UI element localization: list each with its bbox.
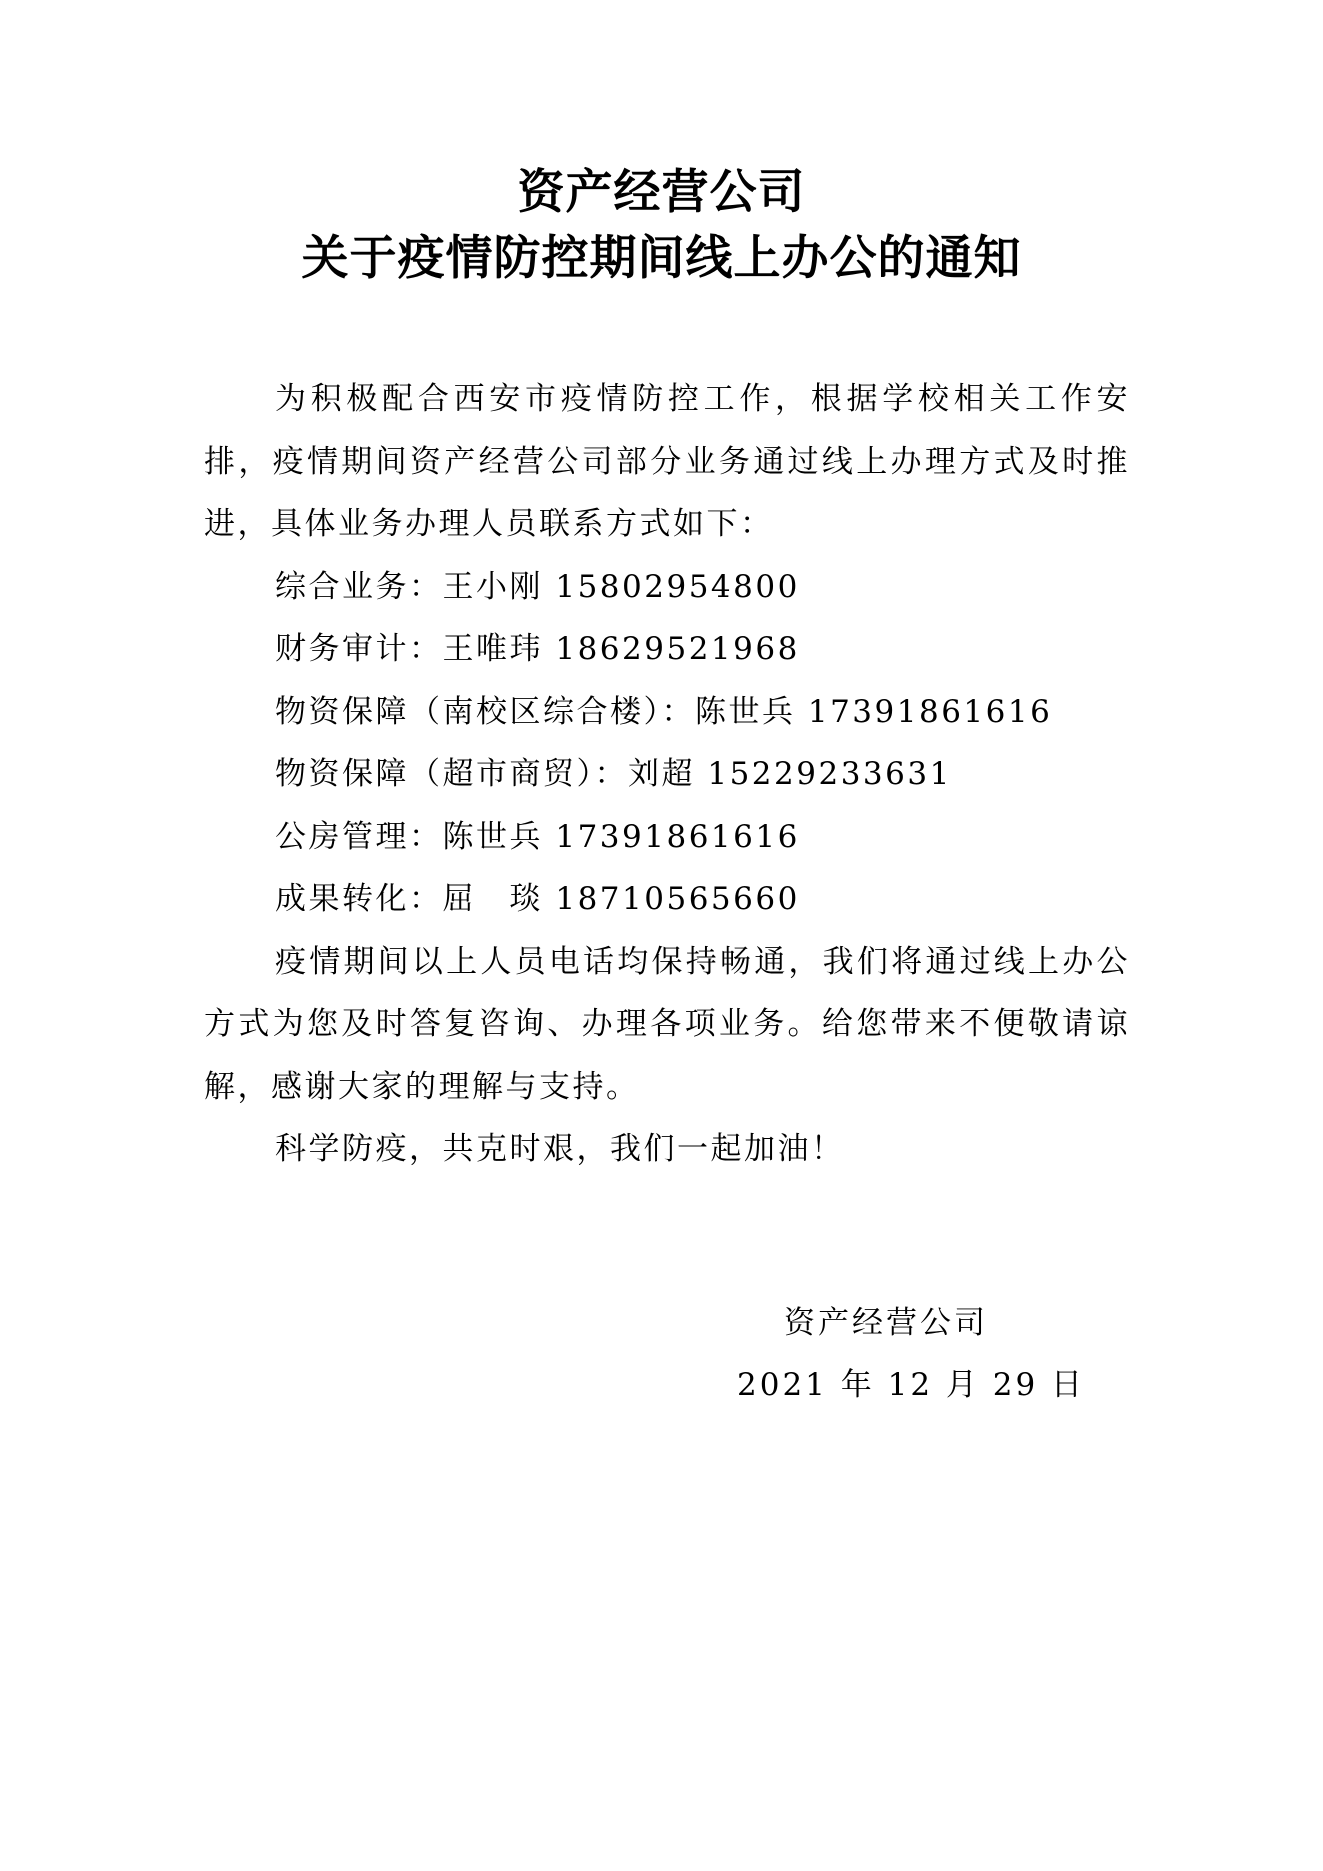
slogan: 科学防疫，共克时艰，我们一起加油！	[275, 1131, 845, 1167]
closing-paragraph: 疫情期间以上人员电话均保持畅通，我们将通过线上办公方式为您及时答复咨询、办理各项业务。给您带来不便敬请谅解，感谢大家的理解与支持。	[204, 943, 1130, 1105]
contact-line-housing: 公房管理：陈世兵 17391861616	[275, 818, 800, 855]
title-line-1: 资产经营公司	[517, 165, 806, 220]
notice-body	[204, 368, 1130, 1181]
signature-date: 2021 年 12 月 29 日	[737, 1367, 1086, 1403]
contact-line-general: 综合业务：王小刚 15802954800	[275, 568, 800, 605]
contact-line-supplies-supermarket: 物资保障（超市商贸）：刘超 15229233631	[275, 756, 952, 792]
contact-line-transfer: 成果转化：屈 琰 18710565660	[275, 881, 800, 917]
intro-paragraph: 为积极配合西安市疫情防控工作，根据学校相关工作安排，疫情期间资产经营公司部分业务通过线上办理方式及时推进，具体业务办理人员联系方式如下：	[204, 381, 1130, 542]
signature-organization: 资产经营公司	[784, 1305, 988, 1341]
contact-line-supplies-south: 物资保障（南校区综合楼）：陈世兵 17391861616	[275, 693, 1053, 730]
title-line-2: 关于疫情防控期间线上办公的通知	[301, 231, 1022, 286]
contact-line-finance: 财务审计：王唯玮 18629521968	[275, 631, 800, 667]
